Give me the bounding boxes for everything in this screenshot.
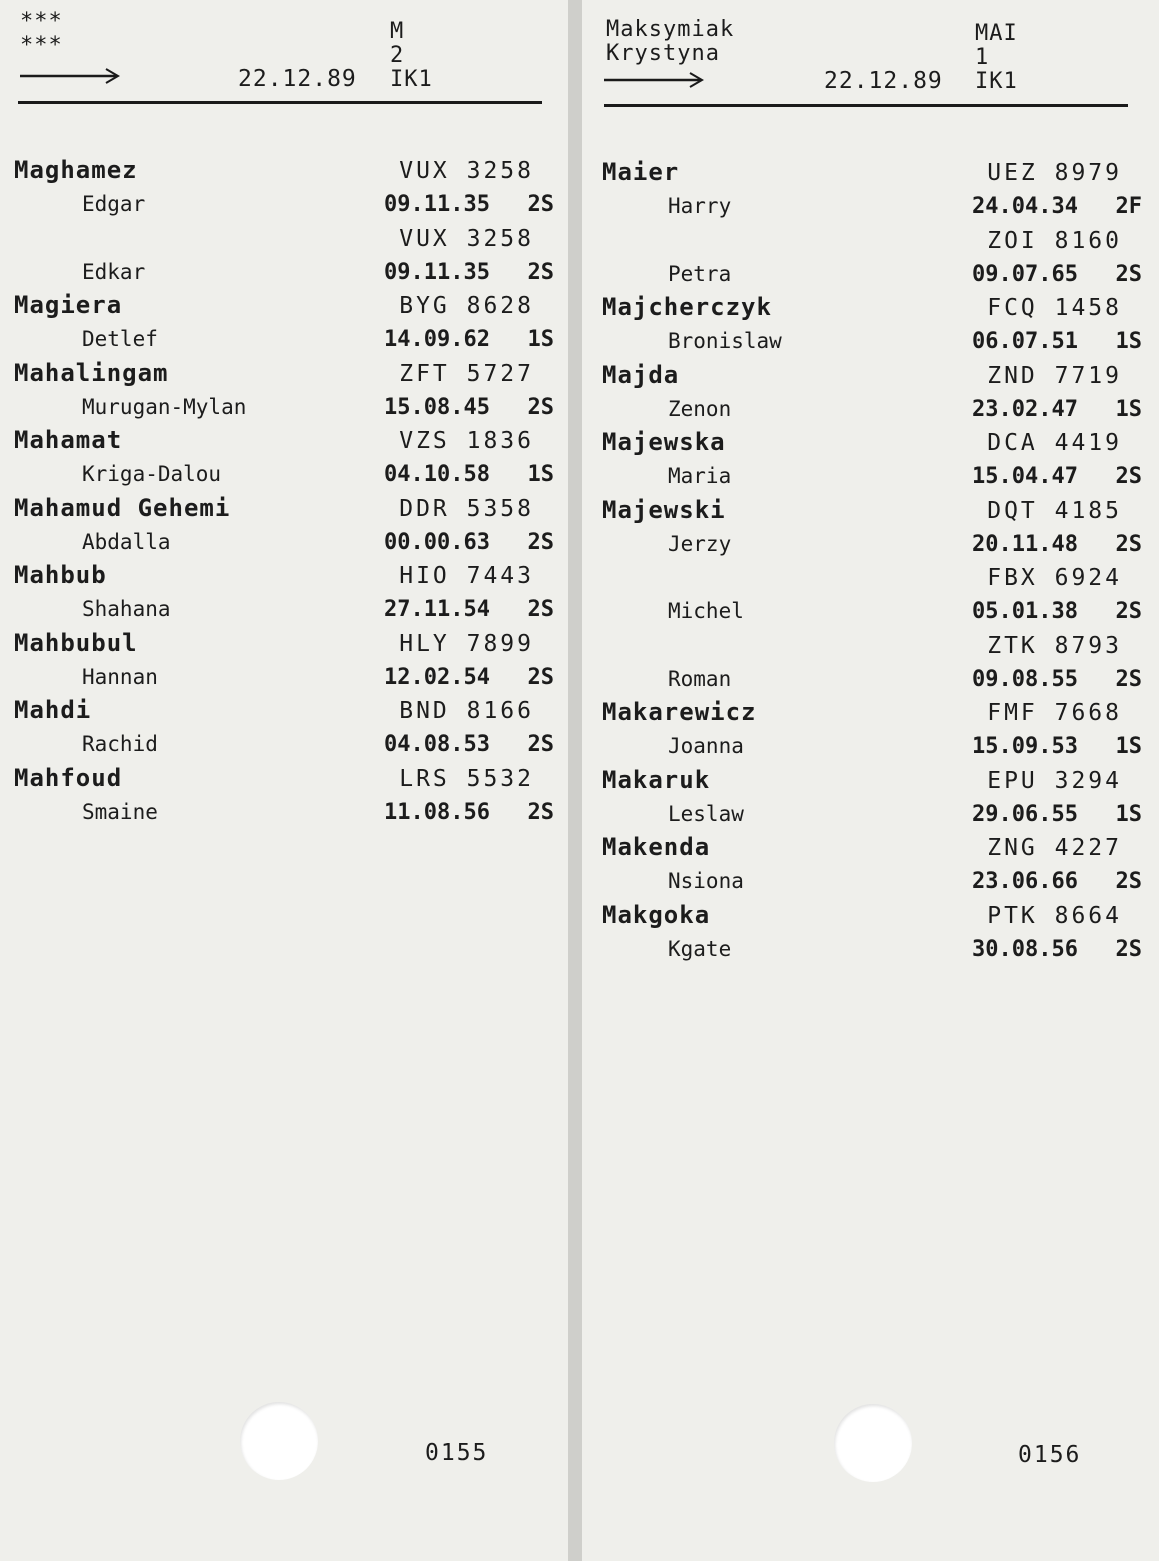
given-name: Leslaw	[668, 801, 744, 826]
surname: Makgoka	[602, 900, 711, 929]
list-item	[602, 833, 1142, 901]
header-date: 22.12.89	[238, 66, 357, 92]
surname: Magiera	[14, 291, 123, 319]
surname: Mahamat	[14, 426, 123, 454]
class-code: 2S	[527, 529, 554, 555]
given-name: Petra	[668, 261, 732, 286]
list-item	[14, 561, 554, 629]
birth-date: 15.08.45	[384, 394, 490, 420]
list-item	[14, 426, 554, 494]
record-code: DQT 4185	[987, 497, 1122, 524]
record-code: DDR 5358	[399, 495, 534, 522]
class-code: 1S	[527, 327, 554, 352]
birth-date: 15.09.53	[972, 734, 1078, 759]
surname: Mahalingam	[14, 358, 169, 387]
class-code: 2S	[1115, 464, 1142, 489]
given-name: Detlef	[82, 327, 158, 351]
given-name: Michel	[668, 599, 744, 623]
record-code: BYG 8628	[399, 293, 534, 319]
list-item	[602, 563, 1142, 631]
class-code: 1S	[527, 462, 554, 487]
record-code: FMF 7668	[987, 700, 1122, 726]
class-code: 1S	[1115, 801, 1142, 827]
list-item	[602, 496, 1142, 564]
record-code: FBX 6924	[987, 565, 1122, 591]
given-name: Bronislaw	[668, 329, 782, 353]
birth-date: 04.10.58	[384, 462, 490, 487]
given-name: Zenon	[668, 396, 732, 421]
list-item	[602, 226, 1142, 294]
list-item	[14, 696, 554, 764]
list-item	[14, 156, 554, 224]
record-code: VUX 3258	[399, 158, 534, 184]
surname: Maghamez	[14, 156, 138, 184]
list-item	[14, 629, 554, 697]
class-code: 2S	[527, 597, 554, 622]
page-number: 0156	[1018, 1442, 1082, 1468]
birth-date: 20.11.48	[972, 531, 1078, 557]
header-code-line1: MAI	[975, 21, 1018, 46]
header-line1: ***	[20, 9, 63, 34]
birth-date: 06.07.51	[972, 329, 1078, 354]
birth-date: 05.01.38	[972, 599, 1078, 624]
surname: Makenda	[602, 833, 711, 861]
class-code: 2S	[1115, 936, 1142, 962]
birth-date: 14.09.62	[384, 327, 490, 352]
class-code: 2S	[1115, 261, 1142, 287]
birth-date: 11.08.56	[384, 799, 490, 825]
given-name: Harry	[668, 194, 732, 218]
header-date: 22.12.89	[824, 68, 943, 94]
list-item	[602, 158, 1142, 226]
birth-date: 09.11.35	[384, 259, 490, 285]
index-card-right	[582, 0, 1159, 1561]
birth-date: 12.02.54	[384, 664, 490, 690]
given-name: Edkar	[82, 259, 146, 284]
given-name: Kriga-Dalou	[82, 462, 222, 486]
class-code: 1S	[1115, 329, 1142, 354]
given-name: Joanna	[668, 734, 744, 758]
record-code: DCA 4419	[987, 430, 1122, 456]
record-code: LRS 5532	[399, 765, 534, 792]
surname: Majcherczyk	[602, 293, 772, 321]
class-code: 2S	[527, 259, 554, 285]
record-code: ZFT 5727	[399, 360, 534, 387]
class-code: 2S	[527, 732, 554, 757]
header-code-line1: M	[390, 19, 405, 44]
record-code: VUX 3258	[399, 225, 534, 252]
list-item	[14, 764, 554, 832]
list-item	[602, 293, 1142, 361]
given-name: Smaine	[82, 799, 158, 824]
list-item	[602, 698, 1142, 766]
class-code: 2S	[527, 394, 554, 420]
record-code: FCQ 1458	[987, 295, 1122, 321]
surname: Majewska	[602, 428, 726, 456]
given-name: Maria	[668, 464, 732, 488]
given-name: Shahana	[82, 597, 171, 621]
record-code: EPU 3294	[987, 767, 1122, 794]
list-item	[602, 901, 1142, 969]
header-line2: Krystyna	[606, 41, 720, 66]
record-code: ZND 7719	[987, 362, 1122, 389]
header-code-line2: 1	[975, 45, 990, 70]
given-name: Kgate	[668, 936, 732, 961]
class-code: 2F	[1115, 194, 1142, 219]
class-code: 2S	[527, 799, 554, 825]
header-code-line3: IK1	[390, 67, 433, 92]
birth-date: 29.06.55	[972, 801, 1078, 827]
class-code: 2S	[1115, 666, 1142, 692]
arrow-right-icon	[604, 70, 708, 90]
birth-date: 27.11.54	[384, 597, 490, 622]
surname: Majda	[602, 360, 680, 389]
surname: Majewski	[602, 495, 726, 524]
list-item	[14, 291, 554, 359]
class-code: 2S	[527, 664, 554, 690]
birth-date: 15.04.47	[972, 464, 1078, 489]
list-item	[14, 359, 554, 427]
punch-hole	[834, 1404, 912, 1482]
given-name: Rachid	[82, 732, 158, 756]
header-code-line2: 2	[390, 43, 405, 68]
birth-date: 09.07.65	[972, 261, 1078, 287]
class-code: 2S	[1115, 531, 1142, 557]
punch-hole	[240, 1402, 318, 1480]
surname: Mahamud Gehemi	[14, 493, 231, 522]
record-code: ZTK 8793	[987, 632, 1122, 659]
given-name: Hannan	[82, 664, 158, 689]
surname: Maier	[602, 158, 680, 186]
surname: Makarewicz	[602, 698, 757, 726]
surname: Mahbub	[14, 561, 107, 589]
birth-date: 00.00.63	[384, 529, 490, 555]
birth-date: 09.08.55	[972, 666, 1078, 692]
list-item	[602, 631, 1142, 699]
given-name: Murugan-Mylan	[82, 394, 247, 419]
record-code: HIO 7443	[399, 563, 534, 589]
record-code: UEZ 8979	[987, 160, 1122, 186]
record-code: ZOI 8160	[987, 227, 1122, 254]
record-code: HLY 7899	[399, 630, 534, 657]
given-name: Edgar	[82, 192, 146, 216]
header-line2: ***	[20, 33, 63, 58]
record-code: BND 8166	[399, 698, 534, 724]
birth-date: 24.04.34	[972, 194, 1078, 219]
class-code: 2S	[1115, 869, 1142, 894]
birth-date: 23.06.66	[972, 869, 1078, 894]
header-rule	[18, 101, 542, 104]
header-code-line3: IK1	[975, 69, 1018, 94]
given-name: Abdalla	[82, 529, 171, 554]
list-item	[602, 428, 1142, 496]
header-rule	[604, 104, 1128, 107]
surname: Mahdi	[14, 696, 92, 724]
birth-date: 09.11.35	[384, 192, 490, 217]
list-item	[602, 361, 1142, 429]
birth-date: 23.02.47	[972, 396, 1078, 422]
list-item	[14, 494, 554, 562]
record-code: PTK 8664	[987, 902, 1122, 929]
surname: Mahbubul	[14, 628, 138, 657]
class-code: 1S	[1115, 734, 1142, 759]
given-name: Jerzy	[668, 531, 732, 556]
page-number: 0155	[425, 1440, 489, 1466]
record-code: ZNG 4227	[987, 835, 1122, 861]
header-line1: Maksymiak	[606, 17, 735, 42]
birth-date: 30.08.56	[972, 936, 1078, 962]
record-code: VZS 1836	[399, 428, 534, 454]
class-code: 1S	[1115, 396, 1142, 422]
list-item	[14, 224, 554, 292]
given-name: Nsiona	[668, 869, 744, 893]
surname: Mahfoud	[14, 763, 123, 792]
arrow-right-icon	[20, 66, 124, 86]
surname: Makaruk	[602, 765, 711, 794]
list-item	[602, 766, 1142, 834]
index-card-left	[0, 0, 568, 1561]
birth-date: 04.08.53	[384, 732, 490, 757]
class-code: 2S	[527, 192, 554, 217]
given-name: Roman	[668, 666, 732, 691]
class-code: 2S	[1115, 599, 1142, 624]
